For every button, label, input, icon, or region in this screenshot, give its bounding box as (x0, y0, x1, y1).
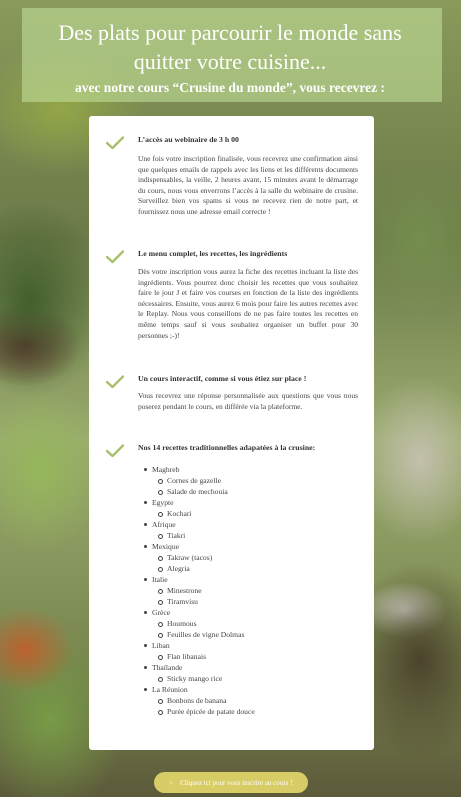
recipe-region: Italie (138, 574, 358, 585)
recipe-dish: Tiakri (138, 530, 358, 541)
recipe-dish: Bonbons de banana (138, 695, 358, 706)
chevron-right-icon: › (169, 778, 173, 787)
recipe-region: Grèce (138, 607, 358, 618)
recipe-dish: Sticky mango rice (138, 673, 358, 684)
recipe-dish: Cornes de gazelle (138, 475, 358, 486)
recipe-dish: Tiramvisu (138, 596, 358, 607)
recipe-region: Liban (138, 640, 358, 651)
recipe-dish: Purée épicée de patate douce (138, 706, 358, 717)
recipe-region: La Réunion (138, 684, 358, 695)
recipe-region: Mexique (138, 541, 358, 552)
recipe-region: Afrique (138, 519, 358, 530)
benefit-text: Dès votre inscription vous aurez la fiche des recettes incluant la liste des ingrédients. Vous pourrez donc choisir les recettes que vous souhaitez faire le jour J et faire vos courses en fonction de la liste des ingrédients nécessaires. Ensuite, vous aurez 6 mois pour faire les autres recettes avec le Replay. Nous vous conseillons de ne pas faire toutes les recettes en même temps sauf si vous souhaitez organiser un buffet pour 30 personnes ;-)! (138, 267, 358, 340)
recipe-dish: Takraw (tacos) (138, 552, 358, 563)
page-title: Des plats pour parcourir le monde sans quitter votre cuisine... (58, 20, 402, 74)
recipe-dish: Flan libanais (138, 651, 358, 662)
benefit-title: L’accès au webinaire de 3 h 00 (138, 135, 239, 144)
recipe-dish: Salade de mechouia (138, 486, 358, 497)
register-button-label: Cliquez ici pour vous inscrire au cours ! (180, 778, 293, 787)
recipe-region: Thaïlande (138, 662, 358, 673)
register-button[interactable] (154, 772, 308, 793)
check-icon (106, 375, 124, 389)
check-icon (106, 250, 124, 264)
benefit-title: Un cours interactif, comme si vous étiez sur place ! (138, 374, 307, 383)
benefit-title: Le menu complet, les recettes, les ingrédients (138, 249, 288, 258)
benefits-card (89, 116, 374, 750)
check-icon (106, 136, 124, 150)
recipe-dish: Houmous (138, 618, 358, 629)
benefit-text: Une fois votre inscription finalisée, vous recevrez une confirmation ainsi que quelques emails de rappels avec les liens et les différents documents indispensables, la veille, 2 heures avant, 15 minutes avant le démarrage du cours, nous vous enverrons l’accès à la salle du webinaire de crusine. Surveillez bien vos spams si vous ne recevez rien de notre part, et fournissez nous une adresse email correcte ! (138, 154, 358, 216)
recipe-region: Maghreb (138, 464, 358, 475)
recipe-dish: Kochari (138, 508, 358, 519)
recipe-dish: Minestrone (138, 585, 358, 596)
page-subtitle: avec notre cours “Crusine du monde”, vous recevrez : (74, 80, 386, 95)
recipe-dish: Alegria (138, 563, 358, 574)
benefit-text: Vous recevrez une réponse personnalisée aux questions que vous nous poserez pendant le cours, en différée via la plateforme. (138, 391, 358, 411)
benefit-title: Nos 14 recettes traditionnelles adapatées à la crusine: (138, 443, 316, 452)
recipe-dish: Feuilles de vigne Dolmas (138, 629, 358, 640)
recipe-region: Egypte (138, 497, 358, 508)
recipe-list (138, 464, 358, 717)
check-icon (106, 444, 124, 458)
